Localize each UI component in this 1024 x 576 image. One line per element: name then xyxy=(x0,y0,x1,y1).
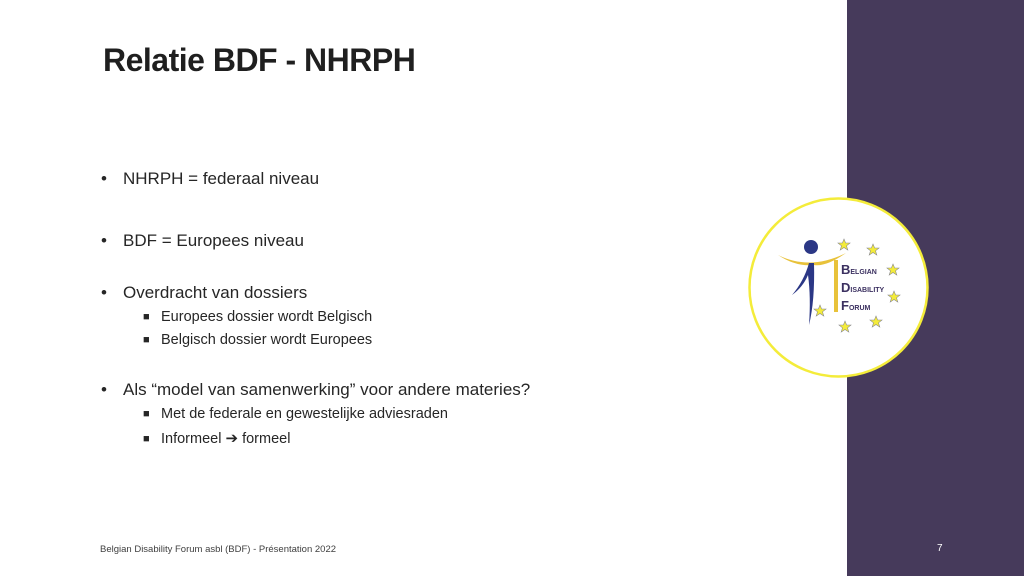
logo-initial-b: B xyxy=(841,262,851,277)
bullet-text: BDF = Europees niveau xyxy=(123,231,304,250)
logo-initial-f: F xyxy=(841,298,849,313)
bullet-dot: • xyxy=(101,380,107,399)
square-bullet-icon: ■ xyxy=(143,334,150,346)
sub-bullet-4-1 xyxy=(143,406,448,422)
page-number: 7 xyxy=(937,543,943,554)
sub-bullet-text-after: formeel xyxy=(242,431,291,447)
sub-bullet-text-before: Informeel xyxy=(161,431,222,447)
bullet-text: Als “model van samenwerking” voor andere materies? xyxy=(123,380,531,399)
bullet-dot: • xyxy=(101,169,107,188)
logo-word-elgian: ELGIAN xyxy=(850,269,877,276)
bullet-2 xyxy=(101,231,304,251)
logo-word-isability: ISABILITY xyxy=(850,287,885,294)
logo-ring xyxy=(750,199,928,377)
logo-bar xyxy=(834,260,838,312)
bullet-text: Overdracht van dossiers xyxy=(123,283,308,302)
bullet-dot: • xyxy=(101,231,107,250)
square-bullet-icon: ■ xyxy=(143,433,150,445)
logo-word-orum: ORUM xyxy=(848,305,871,312)
logo-initial-d: D xyxy=(841,280,851,295)
sub-bullet-4-2 xyxy=(143,429,290,447)
bdf-logo xyxy=(748,197,929,378)
bullet-3 xyxy=(101,283,307,303)
slide-title: Relatie BDF - NHRPH xyxy=(103,42,416,78)
square-bullet-icon: ■ xyxy=(143,408,150,420)
bullet-4 xyxy=(101,380,530,400)
figure-head-icon xyxy=(804,240,818,254)
bullet-text: NHRPH = federaal niveau xyxy=(123,169,320,188)
slide-footer: Belgian Disability Forum asbl (BDF) - Présentation 2022 xyxy=(100,544,337,555)
arrow-right-icon: ➔ xyxy=(225,430,239,447)
sub-bullet-text: Belgisch dossier wordt Europees xyxy=(161,332,373,348)
square-bullet-icon: ■ xyxy=(143,311,150,323)
sub-bullet-text: Met de federale en gewestelijke adviesraden xyxy=(161,406,448,422)
sub-bullet-3-2 xyxy=(143,332,372,348)
bullet-dot: • xyxy=(101,283,107,302)
sub-bullet-text: Europees dossier wordt Belgisch xyxy=(161,309,373,325)
sub-bullet-3-1 xyxy=(143,309,372,325)
bullet-1 xyxy=(101,169,319,189)
